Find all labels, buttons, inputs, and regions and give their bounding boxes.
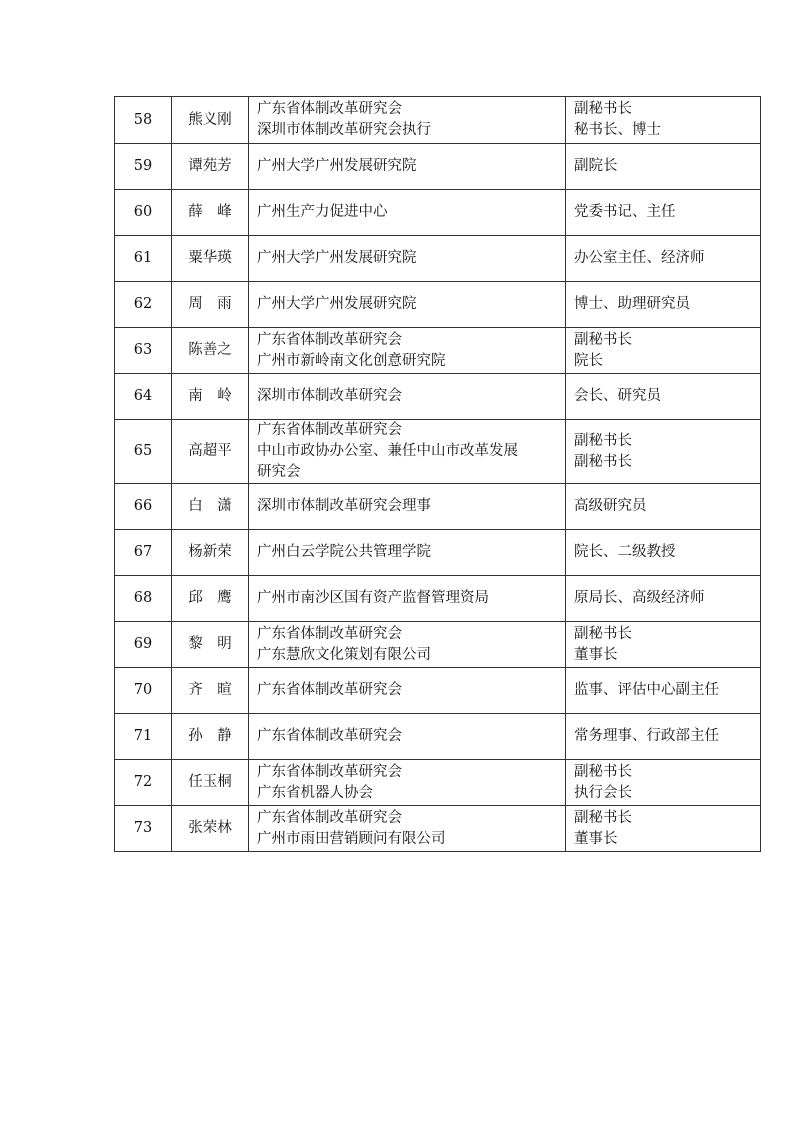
member-title [566,484,761,530]
organization-line: 广州白云学院公共管理学院 [257,544,431,560]
table-row [115,530,761,576]
table-row [115,806,761,852]
member-organization [249,622,566,668]
member-name: 谭苑芳 [172,144,249,190]
member-title [566,190,761,236]
member-name: 黎 明 [172,622,249,668]
title-line: 办公室主任、经济师 [574,250,705,266]
member-name: 陈善之 [172,328,249,374]
member-name: 杨新荣 [172,530,249,576]
organization-line: 广东省体制改革研究会 [257,682,402,698]
organization-line: 广东省体制改革研究会 [257,331,402,348]
title-line: 党委书记、主任 [574,204,676,220]
title-line: 执行会长 [574,784,632,801]
row-number: 66 [115,484,172,530]
title-line: 董事长 [574,646,618,663]
organization-line: 广州市雨田营销顾问有限公司 [257,830,446,847]
organization-line: 中山市政协办公室、兼任中山市改革发展 [257,443,518,459]
row-number: 62 [115,282,172,328]
member-organization [249,144,566,190]
title-line: 博士、助理研究员 [574,296,690,312]
member-organization [249,374,566,420]
row-number: 65 [115,420,172,484]
member-title [566,806,761,852]
member-organization [249,97,566,144]
member-organization [249,714,566,760]
member-organization [249,806,566,852]
member-name: 粟华瑛 [172,236,249,282]
organization-line: 广东省体制改革研究会 [257,809,402,826]
table-row [115,622,761,668]
organization-line: 广州生产力促进中心 [257,204,388,220]
row-number: 61 [115,236,172,282]
organization-line: 研究会 [257,464,301,480]
organization-line: 广州市新岭南文化创意研究院 [257,352,446,369]
title-line: 高级研究员 [574,498,647,514]
title-line: 秘书长、博士 [574,122,661,138]
member-title [566,668,761,714]
organization-line: 广州大学广州发展研究院 [257,250,417,266]
member-name: 邱 鹰 [172,576,249,622]
title-line: 院长、二级教授 [574,544,676,560]
organization-line: 广州市南沙区国有资产监督管理资局 [257,590,489,606]
member-organization [249,282,566,328]
title-line: 副秘书长 [574,763,632,780]
organization-line: 广东省体制改革研究会 [257,101,402,117]
title-line: 原局长、高级经济师 [574,590,705,606]
table-row [115,484,761,530]
organization-line: 深圳市体制改革研究会执行 [257,122,431,138]
table-row [115,144,761,190]
table-row [115,760,761,806]
member-title [566,622,761,668]
member-title [566,97,761,144]
member-name: 高超平 [172,420,249,484]
row-number: 58 [115,97,172,144]
member-organization [249,190,566,236]
row-number: 59 [115,144,172,190]
title-line: 副秘书长 [574,101,632,117]
member-organization [249,328,566,374]
member-table [114,96,761,852]
organization-line: 广东省机器人协会 [257,784,373,801]
member-title [566,530,761,576]
member-title [566,374,761,420]
row-number: 69 [115,622,172,668]
member-name: 张荣林 [172,806,249,852]
row-number: 64 [115,374,172,420]
title-line: 院长 [574,352,603,369]
member-name: 白 潇 [172,484,249,530]
member-organization [249,420,566,484]
member-organization [249,760,566,806]
title-line: 副秘书长 [574,625,632,642]
table-row [115,282,761,328]
member-title [566,328,761,374]
table-row [115,714,761,760]
member-organization [249,668,566,714]
table-row [115,374,761,420]
member-name: 薛 峰 [172,190,249,236]
member-title [566,714,761,760]
member-name: 孙 静 [172,714,249,760]
table-row [115,328,761,374]
member-title [566,760,761,806]
row-number: 68 [115,576,172,622]
title-line: 监事、评估中心副主任 [574,682,719,698]
table-row [115,576,761,622]
organization-line: 广州大学广州发展研究院 [257,296,417,312]
table-row [115,97,761,144]
member-title [566,236,761,282]
title-line: 副秘书长 [574,331,632,348]
organization-line: 广州大学广州发展研究院 [257,158,417,174]
title-line: 常务理事、行政部主任 [574,728,719,744]
member-organization [249,484,566,530]
row-number: 67 [115,530,172,576]
row-number: 72 [115,760,172,806]
title-line: 副秘书长 [574,809,632,826]
title-line: 会长、研究员 [574,388,661,404]
member-name: 南 岭 [172,374,249,420]
member-title [566,282,761,328]
member-organization [249,530,566,576]
member-name: 任玉桐 [172,760,249,806]
title-line: 副院长 [574,158,618,174]
member-name: 周 雨 [172,282,249,328]
table-row [115,420,761,484]
row-number: 60 [115,190,172,236]
member-name: 熊义刚 [172,97,249,144]
member-organization [249,236,566,282]
member-table-body [115,97,761,852]
table-row [115,236,761,282]
table-row [115,190,761,236]
title-line: 副秘书长 [574,453,632,470]
organization-line: 深圳市体制改革研究会理事 [257,498,431,514]
row-number: 63 [115,328,172,374]
organization-line: 广东慧欣文化策划有限公司 [257,646,431,663]
member-name: 齐 暄 [172,668,249,714]
organization-line: 广东省体制改革研究会 [257,625,402,642]
organization-line: 深圳市体制改革研究会 [257,388,402,404]
title-line: 董事长 [574,830,618,847]
organization-line: 广东省体制改革研究会 [257,728,402,744]
organization-line: 广东省体制改革研究会 [257,763,402,780]
member-organization [249,576,566,622]
table-row [115,668,761,714]
organization-line: 广东省体制改革研究会 [257,422,402,438]
title-line: 副秘书长 [574,432,632,449]
row-number: 71 [115,714,172,760]
member-title [566,576,761,622]
member-title [566,144,761,190]
member-title [566,420,761,484]
row-number: 73 [115,806,172,852]
row-number: 70 [115,668,172,714]
